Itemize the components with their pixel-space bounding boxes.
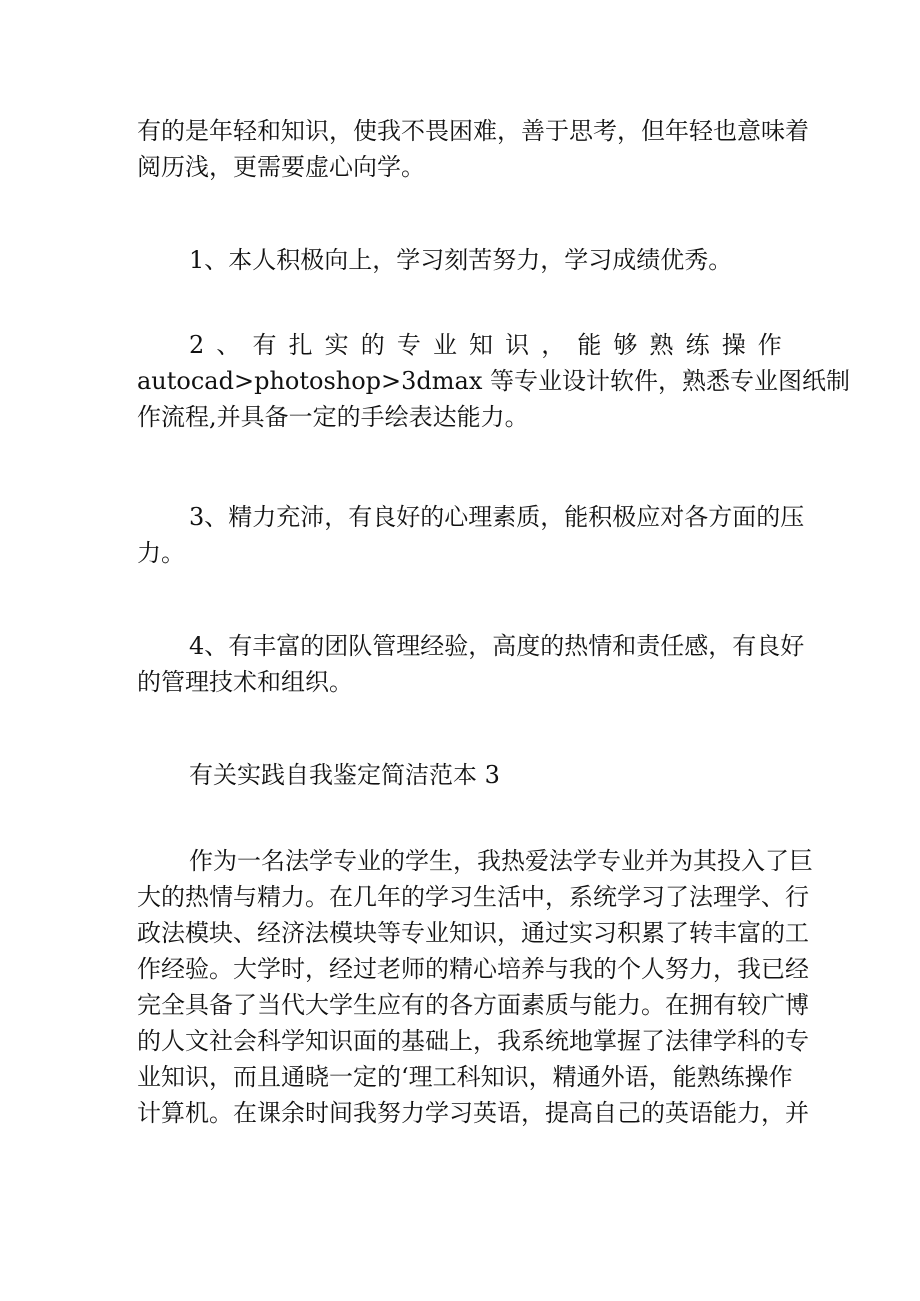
text-glyph: 实 — [324, 331, 349, 359]
text-line: 的人文社会科学知识面的基础上，我系统地掌握了法律学科的专 — [137, 1027, 809, 1055]
text-line: 1、本人积极向上，学习刻苦努力，学习成绩优秀。 — [189, 246, 733, 274]
paragraph-item-1 — [137, 242, 782, 278]
paragraph-item-2 — [137, 327, 851, 435]
justified-line — [137, 327, 782, 363]
text-line: 政法模块、经济法模块等专业知识，通过实习积累了转丰富的工 — [137, 919, 809, 947]
heading-line: 有关实践自我鉴定简洁范本 3 — [189, 761, 500, 789]
text-line: 完全具备了当代大学生应有的各方面素质与能力。在拥有较广博 — [137, 991, 809, 1019]
text-line: 大的热情与精力。在几年的学习生活中，系统学习了法理学、行 — [137, 883, 809, 911]
paragraph-item-3 — [137, 499, 805, 571]
text-line: 阅历浅，更需要虚心向学。 — [137, 153, 425, 181]
text-glyph: 能 — [577, 331, 602, 359]
text-glyph: ， — [541, 331, 566, 359]
text-glyph: 知 — [469, 331, 494, 359]
text-glyph: 识 — [505, 331, 530, 359]
text-line: autocad>photoshop>3dmax 等专业设计软件，熟悉专业图纸制 — [137, 367, 851, 395]
section-heading — [137, 757, 782, 793]
text-line: 有的是年轻和知识，使我不畏困难，善于思考，但年轻也意味着 — [137, 117, 809, 145]
text-line: 业知识，而且通晓一定的‘理工科知识，精通外语，能熟练操作 — [137, 1063, 793, 1091]
text-glyph: 业 — [432, 331, 457, 359]
paragraph-continuation — [137, 113, 809, 185]
text-line: 作流程,并具备一定的手绘表达能力。 — [137, 403, 529, 431]
text-line: 的管理技术和组织。 — [137, 668, 353, 696]
text-glyph: 的 — [360, 331, 385, 359]
text-glyph: 有 — [252, 331, 277, 359]
text-glyph: 扎 — [288, 331, 313, 359]
text-glyph: 熟 — [649, 331, 674, 359]
text-line: 作为一名法学专业的学生，我热爱法学专业并为其投入了巨 — [189, 847, 813, 875]
text-glyph: 2 — [189, 331, 205, 359]
text-glyph: 操 — [721, 331, 746, 359]
text-glyph: 、 — [216, 331, 241, 359]
text-glyph: 作 — [757, 331, 782, 359]
text-glyph: 专 — [396, 331, 421, 359]
text-line: 4、有丰富的团队管理经验，高度的热情和责任感，有良好 — [189, 632, 805, 660]
paragraph-item-4 — [137, 628, 805, 700]
text-glyph: 够 — [613, 331, 638, 359]
text-line: 作经验。大学时，经过老师的精心培养与我的个人努力，我已经 — [137, 955, 809, 983]
text-line: 计算机。在课余时间我努力学习英语，提高自己的英语能力，并 — [137, 1099, 809, 1127]
text-glyph: 练 — [685, 331, 710, 359]
text-line: 力。 — [137, 539, 185, 567]
text-line: 3、精力充沛，有良好的心理素质，能积极应对各方面的压 — [189, 503, 805, 531]
paragraph-body — [137, 843, 813, 1131]
